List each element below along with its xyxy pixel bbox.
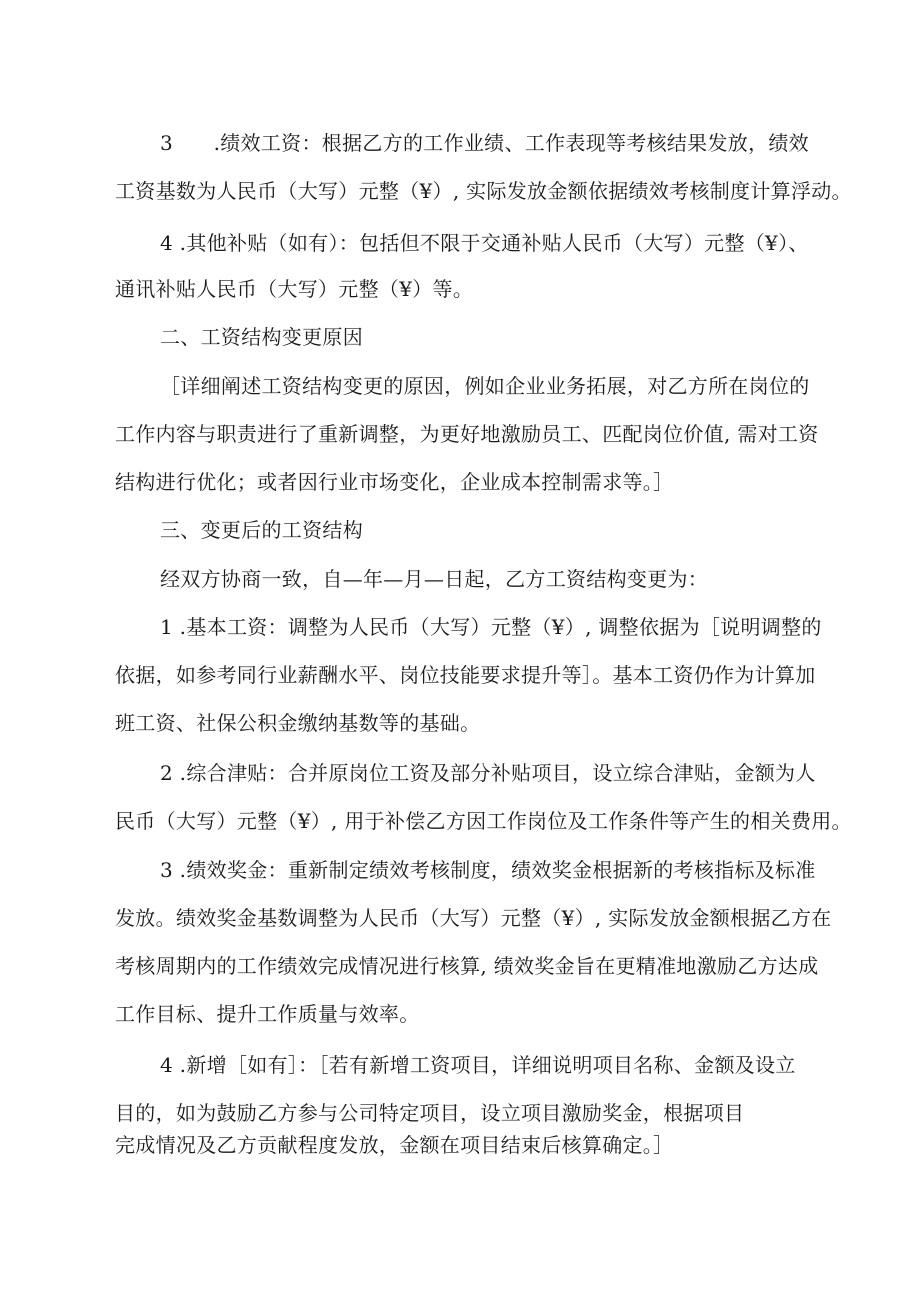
item-1-base-salary-line-1: 1 .基本工资：调整为人民币（大写）元整（¥）, 调整依据为［说明调整的 — [160, 615, 822, 639]
item-2-allowance-line-2: 民币（大写）元整（¥）, 用于补偿乙方因工作岗位及工作条件等产生的相关费用。 — [115, 809, 852, 833]
item-4-new-line-3: 完成情况及乙方贡献程度发放，金额在项目结束后核算确定。］ — [115, 1133, 674, 1157]
section-3-intro: 经双方协商一致，自—年—月—日起，乙方工资结构变更为： — [160, 567, 709, 591]
item-4-other-allowance-line-2: 通讯补贴人民币（大写）元整（¥）等。 — [115, 277, 474, 301]
item-3-bonus-line-4: 工作目标、提升工作质量与效率。 — [115, 1002, 420, 1026]
item-3-bonus-line-3: 考核周期内的工作绩效完成情况进行核算, 绩效奖金旨在更精准地激励乙方达成 — [115, 954, 819, 978]
section-3-heading: 三、变更后的工资结构 — [160, 518, 363, 542]
item-3-performance-pay-line-1: 3 .绩效工资：根据乙方的工作业绩、工作表现等考核结果发放，绩效 — [160, 131, 809, 155]
section-2-text-line-1: ［详细阐述工资结构变更的原因，例如企业业务拓展，对乙方所在岗位的 — [160, 374, 810, 398]
item-4-other-allowance-line-1: 4 .其他补贴（如有）：包括但不限于交通补贴人民币（大写）元整（¥）、 — [160, 231, 809, 255]
item-1-base-salary-line-2: 依据，如参考同行业薪酬水平、岗位技能要求提升等］。基本工资仍作为计算加 — [115, 663, 816, 687]
item-4-new-line-2: 目的，如为鼓励乙方参与公司特定项目，设立项目激励奖金，根据项目 — [115, 1101, 745, 1125]
item-3-bonus-line-2: 发放。绩效奖金基数调整为人民币（大写）元整（¥）, 实际发放金额根据乙方在 — [115, 906, 832, 930]
section-2-heading: 二、工资结构变更原因 — [160, 325, 363, 349]
item-1-base-salary-line-3: 班工资、社保公积金缴纳基数等的基础。 — [115, 711, 481, 735]
item-4-new-line-1: 4 .新增［如有］：［若有新增工资项目，详细说明项目名称、金额及设立 — [160, 1053, 796, 1077]
item-3-performance-pay-line-2: 工资基数为人民币（大写）元整（¥）, 实际发放金额依据绩效考核制度计算浮动。 — [115, 179, 852, 203]
item-3-bonus-line-1: 3 .绩效奖金：重新制定绩效考核制度，绩效奖金根据新的考核指标及标准 — [160, 858, 816, 882]
section-2-text-line-3: 结构进行优化；或者因行业市场变化，企业成本控制需求等。］ — [115, 470, 674, 494]
item-2-allowance-line-1: 2 .综合津贴：合并原岗位工资及部分补贴项目，设立综合津贴，金额为人 — [160, 761, 816, 785]
section-2-text-line-2: 工作内容与职责进行了重新调整，为更好地激励员工、匹配岗位价值, 需对工资 — [115, 422, 819, 446]
